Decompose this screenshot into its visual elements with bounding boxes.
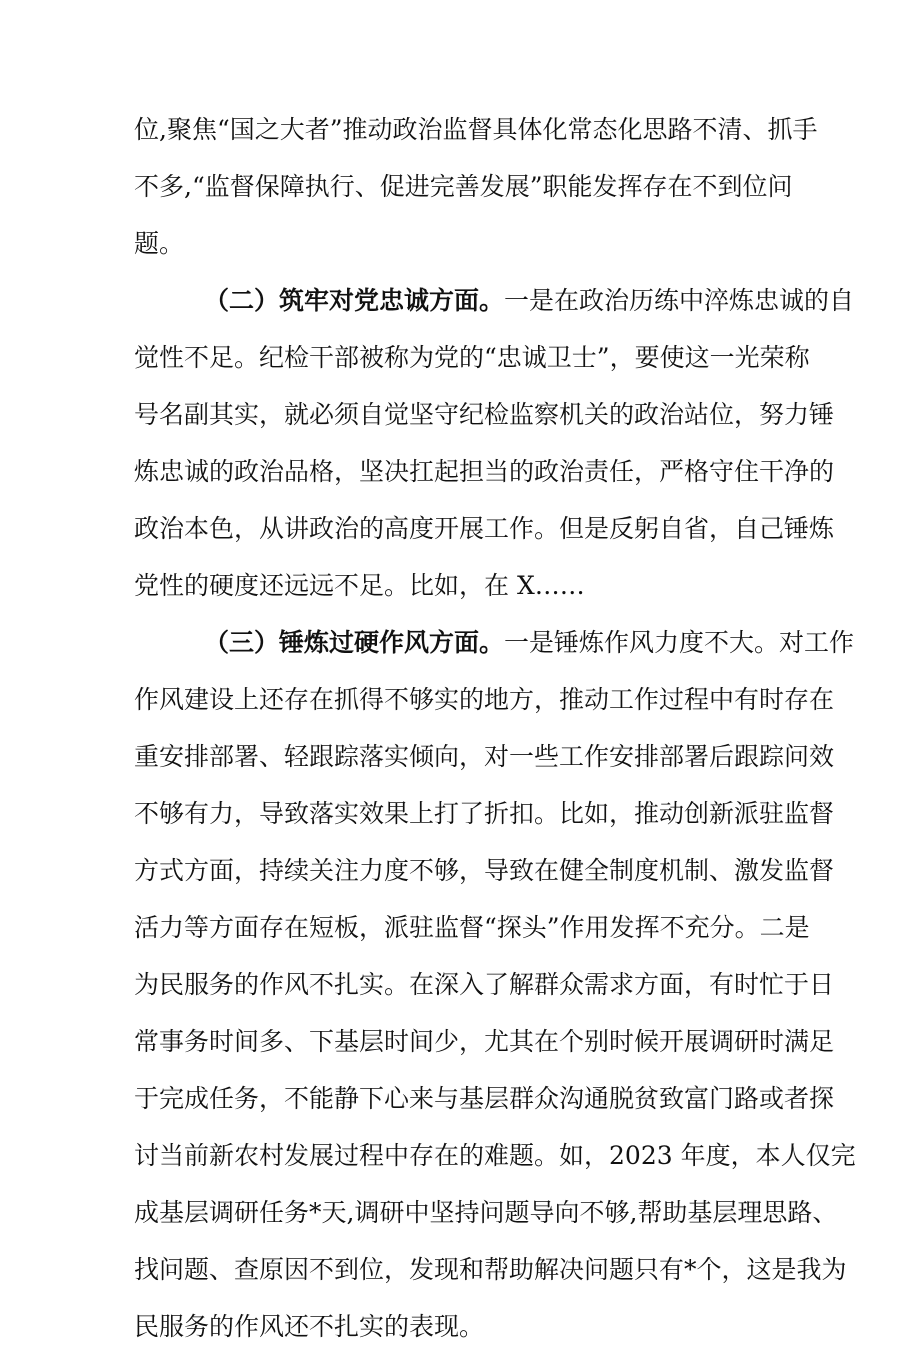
text-line: 位,聚焦“国之大者”推动政治监督具体化常态化思路不清、抓手 [134, 115, 818, 144]
text-line: 常事务时间多、下基层时间少，尤其在个别时候开展调研时满足 [134, 1027, 835, 1056]
paragraph [134, 101, 818, 272]
text-line: 题。 [134, 229, 185, 258]
document-page [134, 101, 856, 1355]
text-line: 炼忠诚的政治品格，坚决扛起担当的政治责任，严格守住干净的 [134, 457, 835, 486]
text-line: 为民服务的作风不扎实。在深入了解群众需求方面，有时忙于日 [134, 970, 835, 999]
section-heading: （三）锤炼过硬作风方面。 [204, 628, 505, 657]
text-line [134, 272, 855, 329]
text-line: 号名副其实，就必须自觉坚守纪检监察机关的政治站位，努力锤 [134, 400, 835, 429]
text-span: 一是在政治历练中淬炼忠诚的自 [504, 286, 855, 315]
paragraph [134, 272, 855, 614]
text-line: 活力等方面存在短板，派驻监督“探头”作用发挥不充分。二是 [134, 913, 810, 942]
text-line: 民服务的作风还不扎实的表现。 [134, 1312, 485, 1341]
text-line: 于完成任务，不能静下心来与基层群众沟通脱贫致富门路或者探 [134, 1084, 835, 1113]
text-line: 方式方面，持续关注力度不够，导致在健全制度机制、激发监督 [134, 856, 835, 885]
text-line: 不多,“监督保障执行、促进完善发展”职能发挥存在不到位问 [134, 172, 793, 201]
text-line: 成基层调研任务*天,调研中坚持问题导向不够,帮助基层理思路、 [134, 1198, 838, 1227]
text-line: 找问题、查原因不到位，发现和帮助解决问题只有*个，这是我为 [134, 1255, 847, 1284]
text-line: 作风建设上还存在抓得不够实的地方，推动工作过程中有时存在 [134, 685, 835, 714]
text-line: 政治本色，从讲政治的高度开展工作。但是反躬自省，自己锤炼 [134, 514, 835, 543]
text-line: 党性的硬度还远远不足。比如，在 X…… [134, 571, 585, 600]
section-heading: （二）筑牢对党忠诚方面。 [204, 286, 505, 315]
text-line: 重安排部署、轻跟踪落实倾向，对一些工作安排部署后跟踪问效 [134, 742, 835, 771]
text-line: 不够有力，导致落实效果上打了折扣。比如，推动创新派驻监督 [134, 799, 835, 828]
text-span: 一是锤炼作风力度不大。对工作 [504, 628, 855, 657]
text-line: 讨当前新农村发展过程中存在的难题。如，2023 年度，本人仅完 [134, 1141, 856, 1170]
text-line: 觉性不足。纪检干部被称为党的“忠诚卫士”，要使这一光荣称 [134, 343, 810, 372]
text-line [134, 614, 855, 671]
paragraph [134, 614, 856, 1355]
